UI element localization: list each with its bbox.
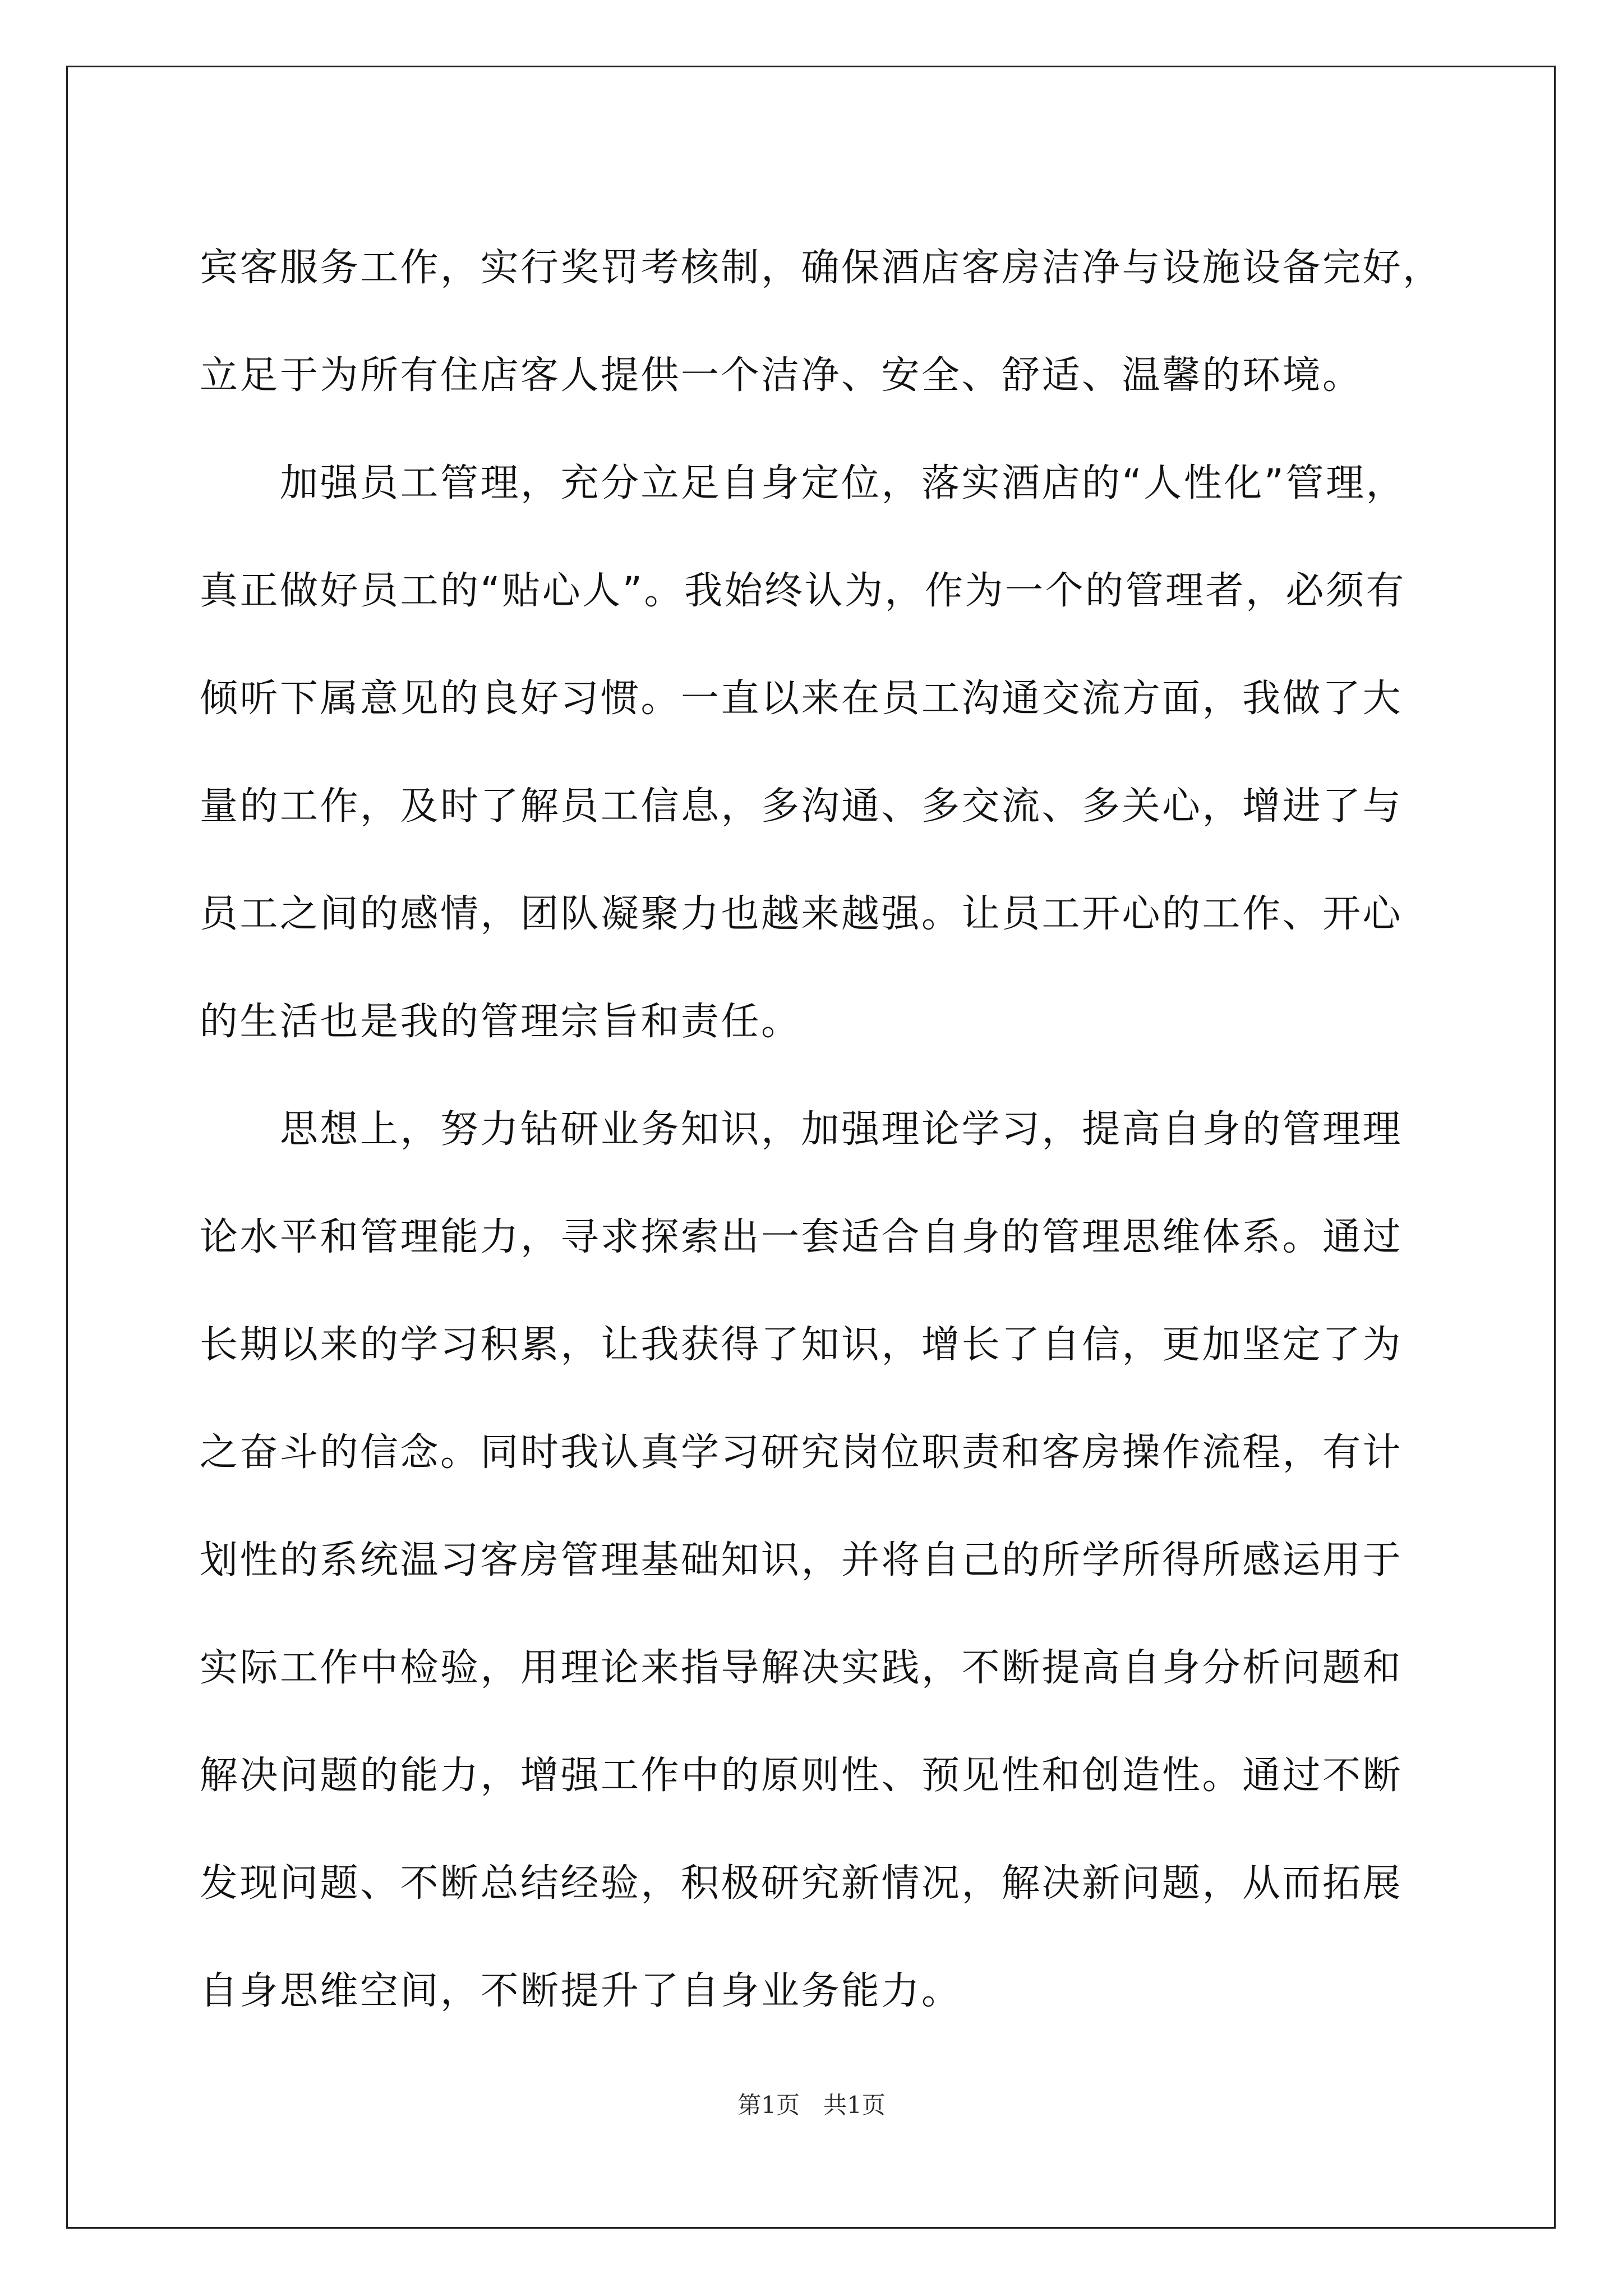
text-line: 论水平和管理能力，寻求探索出一套适合自身的管理思维体系。通过 bbox=[200, 1215, 1403, 1259]
paragraph-start-line: 加强员工管理，充分立足自身定位，落实酒店的“人性化”管理， bbox=[280, 461, 1406, 505]
text-line: 自身思维空间，不断提升了自身业务能力。 bbox=[200, 1969, 962, 2013]
text-line: 宾客服务工作，实行奖罚考核制，确保酒店客房洁净与设施设备完好， bbox=[200, 246, 1443, 290]
text-line: 的生活也是我的管理宗旨和责任。 bbox=[200, 1000, 801, 1044]
text-line: 倾听下属意见的良好习惯。一直以来在员工沟通交流方面，我做了大 bbox=[200, 677, 1403, 721]
text-line: 发现问题、不断总结经验，积极研究新情况，解决新问题，从而拓展 bbox=[200, 1861, 1403, 1906]
page-number-footer: 第1页 共1页 bbox=[737, 2091, 886, 2119]
text-line: 员工之间的感情，团队凝聚力也越来越强。让员工开心的工作、开心 bbox=[200, 892, 1403, 936]
document-body bbox=[200, 214, 1443, 2045]
text-line: 量的工作，及时了解员工信息，多沟通、多交流、多关心，增进了与 bbox=[200, 784, 1403, 829]
text-line: 实际工作中检验，用理论来指导解决实践，不断提高自身分析问题和 bbox=[200, 1646, 1403, 1690]
text-line: 立足于为所有住店客人提供一个洁净、安全、舒适、温馨的环境。 bbox=[200, 353, 1363, 398]
text-line: 解决问题的能力，增强工作中的原则性、预见性和创造性。通过不断 bbox=[200, 1754, 1403, 1798]
paragraph-start-line: 思想上，努力钻研业务知识，加强理论学习，提高自身的管理理 bbox=[280, 1107, 1403, 1152]
text-line: 长期以来的学习积累，让我获得了知识，增长了自信，更加坚定了为 bbox=[200, 1323, 1403, 1367]
text-line: 真正做好员工的“贴心人”。我始终认为，作为一个的管理者，必须有 bbox=[200, 569, 1406, 613]
text-line: 划性的系统温习客房管理基础知识，并将自己的所学所得所感运用于 bbox=[200, 1538, 1403, 1582]
text-line: 之奋斗的信念。同时我认真学习研究岗位职责和客房操作流程，有计 bbox=[200, 1430, 1403, 1475]
